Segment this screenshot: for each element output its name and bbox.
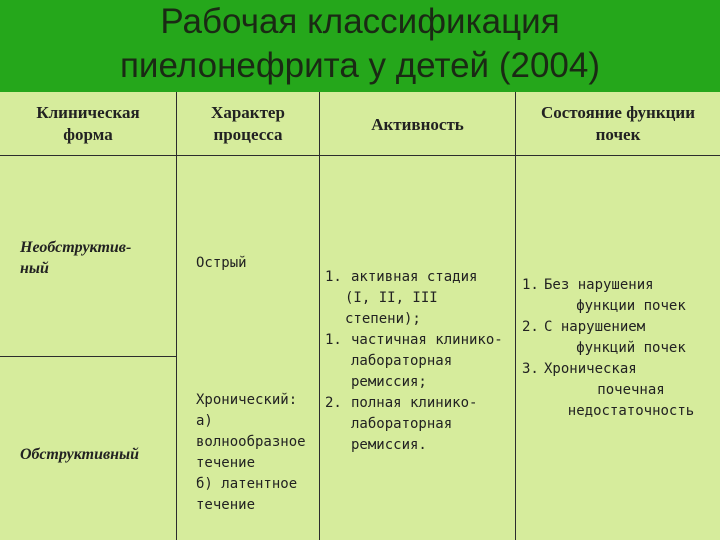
cell-text: течение: [196, 497, 256, 513]
cell-text: Необструктив-: [20, 239, 132, 256]
header-text: Клиническая: [36, 103, 140, 122]
header-text: Состояние функции: [540, 103, 696, 122]
cell-text: частичная клинико-: [351, 332, 503, 348]
cell-text: Без нарушения: [544, 277, 654, 293]
cell-text: (I, II, III степени);: [345, 290, 438, 327]
cell-text: Хронический:: [196, 392, 298, 408]
cell-text: Острый: [196, 255, 247, 271]
activity-item: [325, 393, 515, 456]
cell-text: ный: [20, 260, 49, 277]
header-kidney-function: [516, 102, 720, 146]
row-divider: [0, 356, 176, 357]
cell-text: ремиссия.: [351, 437, 427, 453]
header-process: [177, 102, 319, 146]
activity-item: [325, 267, 515, 330]
header-text: почек: [595, 125, 641, 144]
cell-text: ремиссия;: [351, 374, 427, 390]
cell-text: почечная: [597, 382, 665, 398]
classification-table: [0, 92, 720, 540]
cell-text: течение: [196, 455, 256, 471]
header-activity: [320, 114, 515, 136]
title-banner: [0, 0, 720, 92]
cell-text: недостаточность: [567, 403, 695, 419]
cell-text: С нарушением: [544, 319, 646, 335]
item-number: 1.: [325, 332, 342, 348]
cell-text: активная стадия: [351, 269, 478, 285]
cell-text: а): [196, 413, 213, 429]
header-text: форма: [63, 125, 113, 144]
activity-item: [325, 330, 515, 393]
process-chronic: [196, 390, 316, 516]
kidney-function-item: [522, 275, 718, 317]
header-text: Характер: [211, 103, 285, 122]
cell-text: функций почек: [576, 340, 686, 356]
item-number: 2.: [522, 319, 539, 335]
activity-list: [325, 267, 515, 456]
column-divider: [176, 92, 177, 540]
header-text: Активность: [371, 115, 464, 134]
cell-text: б) латентное: [196, 476, 298, 492]
column-divider: [319, 92, 320, 540]
item-number: 1.: [325, 269, 342, 285]
column-divider: [515, 92, 516, 540]
cell-text: полная клинико-: [351, 395, 478, 411]
header-divider: [0, 155, 720, 156]
cell-text: Обструктивный: [20, 446, 140, 463]
cell-text: лабораторная: [351, 416, 453, 432]
item-number: 1.: [522, 277, 539, 293]
kidney-function-item: [522, 317, 718, 359]
process-acute: [196, 253, 316, 274]
item-number: 2.: [325, 395, 342, 411]
cell-text: Хроническая: [544, 361, 637, 377]
cell-text: функции почек: [576, 298, 686, 314]
header-text: процесса: [213, 125, 283, 144]
form-obstructive: [20, 444, 170, 465]
kidney-function-list: [522, 275, 718, 422]
title-line-1: Рабочая классификация: [160, 2, 560, 41]
cell-text: лабораторная: [351, 353, 453, 369]
item-number: 3.: [522, 361, 539, 377]
form-nonobstructive: [20, 237, 170, 279]
header-clinical-form: [0, 102, 176, 146]
cell-text: волнообразное: [196, 434, 306, 450]
title-line-2: пиелонефрита у детей (2004): [119, 46, 601, 85]
kidney-function-item: [522, 359, 718, 422]
